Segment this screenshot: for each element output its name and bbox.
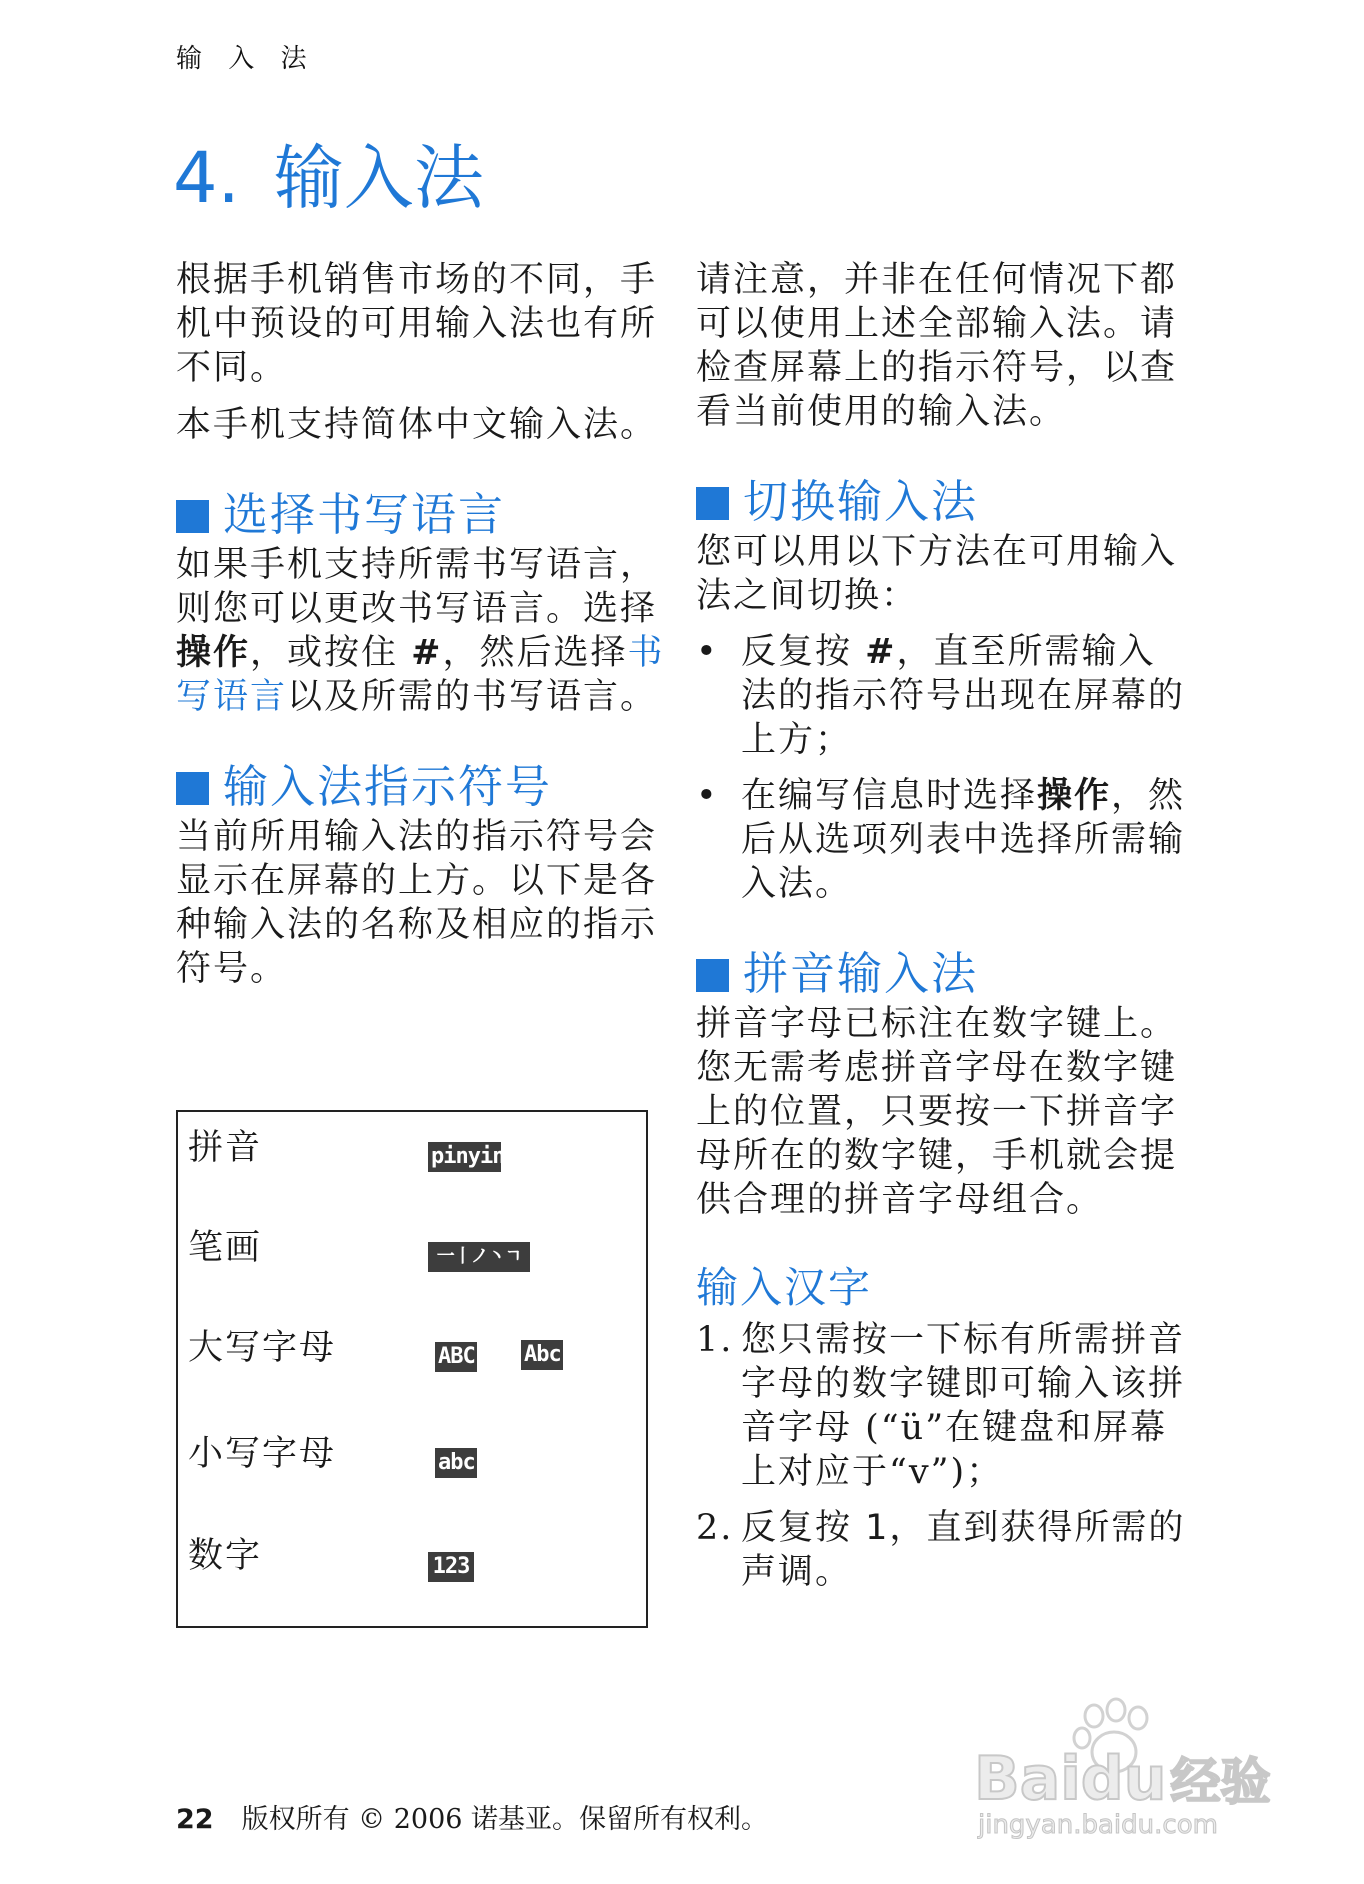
text-run: 以及所需的书写语言。 [287, 677, 658, 717]
pinyin-paragraph: 拼音字母已标注在数字键上。您无需考虑拼音字母在数字键上的位置，只要按一下拼音字母所在的数字键，手机就会提供合理的拼音字母组合。 [696, 1004, 1178, 1220]
watermark-brand [974, 1742, 1270, 1814]
page-number: 22 [176, 1804, 214, 1835]
list-item [696, 630, 1186, 762]
switch-method-list [696, 630, 1186, 906]
table-row [178, 1120, 646, 1180]
text-run: ，直至所需输入法的指示符号出现在屏幕的上方； [741, 632, 1186, 760]
indicators-paragraph: 当前所用输入法的指示符号会显示在屏幕的上方。以下是各种输入法的名称及相应的指示符号。 [176, 817, 658, 989]
watermark-brand-suffix: 经验 [1170, 1753, 1271, 1811]
square-bullet-icon [176, 500, 209, 533]
key-1: 1 [865, 1508, 890, 1548]
table-row [178, 1320, 646, 1380]
section-heading-text: 拼音输入法 [743, 947, 979, 1000]
sentence-case-indicator-icon: Abc [521, 1340, 563, 1370]
table-row [178, 1426, 646, 1486]
subsection-heading-enter-chinese: 输入汉字 [696, 1263, 873, 1312]
table-row [178, 1220, 646, 1280]
table-row [178, 1528, 646, 1588]
running-header: 输 入 法 [176, 44, 316, 74]
baidu-jingyan-watermark [964, 1690, 1294, 1840]
lowercase-indicator-icon: abc [435, 1448, 477, 1478]
watermark-url: jingyan.baidu.com [978, 1810, 1218, 1840]
square-bullet-icon [696, 487, 729, 520]
uppercase-indicator-icon: ABC [435, 1342, 477, 1372]
left-column [176, 258, 666, 991]
key-hash: # [411, 633, 443, 673]
section-heading-pinyin [696, 946, 1186, 1002]
text-run: 反复按 [741, 632, 866, 672]
section-heading-switch-method [696, 474, 1186, 530]
numeric-indicator-icon: 123 [428, 1552, 474, 1582]
text-run: ，直到获得所需的声调。 [741, 1508, 1186, 1592]
input-method-label: 数字 [188, 1536, 263, 1576]
section-heading-indicators [176, 759, 666, 815]
section-heading-text: 选择书写语言 [223, 488, 506, 541]
step-number: 1. [696, 1320, 734, 1360]
input-method-label: 大写字母 [188, 1328, 337, 1368]
bullet-icon: • [696, 632, 719, 672]
text-run: 您只需按一下标有所需拼音字母的数字键即可输入该拼音字母 (“ü”在键盘和屏幕上对应于“v”)； [741, 1320, 1186, 1492]
text-run: 如果手机支持所需书写语言，则您可以更改书写语言。选择 [176, 545, 658, 629]
note-paragraph: 请注意，并非在任何情况下都可以使用上述全部输入法。请检查屏幕上的指示符号，以查看当前使用的输入法。 [696, 260, 1178, 432]
chapter-title [173, 122, 484, 223]
chapter-title-text: 输入法 [273, 137, 484, 219]
step-number: 2. [696, 1508, 734, 1548]
menu-term-writing-language: 书写语言 [176, 633, 665, 717]
input-method-label: 笔画 [188, 1228, 263, 1268]
list-item [696, 1318, 1186, 1494]
text-run: ，或按住 [250, 633, 412, 673]
watermark-brand-bai: Bai [974, 1744, 1081, 1814]
intro-paragraph: 根据手机销售市场的不同，手机中预设的可用输入法也有所不同。 [176, 260, 658, 388]
section-heading-text: 输入法指示符号 [223, 760, 553, 813]
list-item [696, 774, 1186, 906]
text-run: 反复按 [741, 1508, 866, 1548]
watermark-brand-du: du [1080, 1744, 1167, 1814]
intro-support-paragraph: 本手机支持简体中文输入法。 [176, 405, 658, 445]
page-footer [176, 1797, 768, 1836]
text-run: ，然后选择 [442, 633, 628, 673]
switch-method-paragraph: 您可以用以下方法在可用输入法之间切换： [696, 532, 1178, 616]
input-method-indicator-table [176, 1110, 648, 1628]
text-run: 在编写信息时选择 [741, 776, 1038, 816]
input-method-label: 小写字母 [188, 1434, 337, 1474]
text-run: ，然后从选项列表中选择所需输入法。 [741, 776, 1186, 904]
pinyin-indicator-icon: pinyin [428, 1142, 501, 1172]
square-bullet-icon [176, 772, 209, 805]
input-method-label: 拼音 [188, 1128, 263, 1168]
bullet-icon: • [696, 776, 719, 816]
enter-chinese-steps [696, 1318, 1186, 1594]
section-heading-text: 切换输入法 [743, 475, 979, 528]
menu-term-options: 操作 [1037, 776, 1112, 816]
right-column [696, 258, 1186, 1594]
stroke-indicator-icon: 一丨ノ丶ㄱ [428, 1242, 530, 1272]
chapter-number: 4. [173, 137, 240, 219]
writing-language-paragraph [176, 543, 666, 719]
key-hash: # [865, 632, 897, 672]
menu-term-options: 操作 [176, 633, 251, 673]
square-bullet-icon [696, 959, 729, 992]
copyright-notice: 版权所有 © 2006 诺基亚。保留所有权利。 [241, 1804, 769, 1835]
list-item [696, 1506, 1186, 1594]
section-heading-writing-language [176, 487, 666, 543]
